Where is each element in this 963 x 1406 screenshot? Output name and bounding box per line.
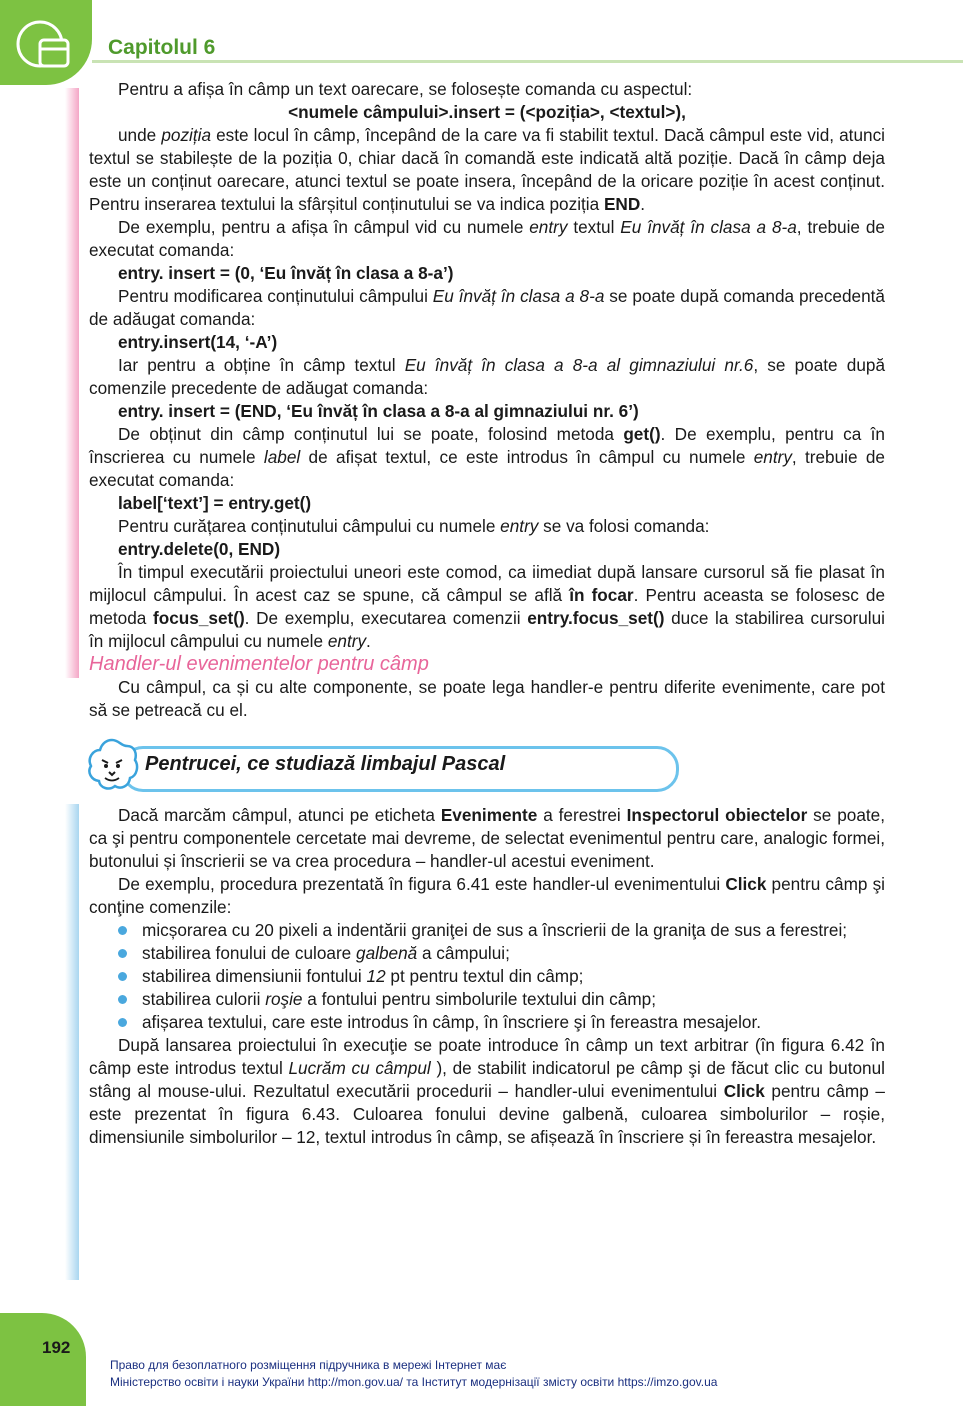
code-line: entry. insert = (0, ‘Eu învăț în clasa a 8-a’) xyxy=(118,263,454,283)
paragraph: De exemplu, pentru a afișa în câmpul vid cu numele entry textul Eu învăț în clasa a 8-a, trebuie de executat comanda: xyxy=(89,217,885,260)
code-line: entry.delete(0, END) xyxy=(118,539,281,559)
list-item: afișarea textului, care este introdus în câmp, în înscriere şi în fereastra mesajelor. xyxy=(89,1011,885,1034)
code-line: <numele câmpului>.insert = (<poziția>, <textul>), xyxy=(288,102,686,122)
paragraph: Iar pentru a obține în câmp textul Eu învăț în clasa a 8-a al gimnaziului nr.6, se poate după comenzile precedente de adăugat comanda: xyxy=(89,355,885,398)
paragraph: Dacă marcăm câmpul, atunci pe eticheta Evenimente a ferestrei Inspectorul obiectelor se poate, ca şi pentru componentele cercetate mai devreme, de selectat evenimentul pentru care, analogic formei, butonului și înscrierii se va crea procedura – handler-ul acestui eveniment. xyxy=(89,805,885,871)
page-number: 192 xyxy=(42,1338,71,1357)
banner-title: Pentrucei, ce studiază limbajul Pascal xyxy=(145,753,506,775)
code-line: label[‘text’] = entry.get() xyxy=(118,493,312,513)
monitor-icon xyxy=(14,18,72,70)
paragraph: De exemplu, procedura prezentată în figura 6.41 este handler-ul evenimentului Click pentru câmp şi conţine comenzile: xyxy=(89,874,885,917)
paragraph: Pentru modificarea conținutului câmpului Eu învăț în clasa a 8-a se poate după comanda precedentă de adăugat comanda: xyxy=(89,286,885,329)
cat-face-icon xyxy=(83,736,141,794)
paragraph: Pentru curățarea conținutului câmpului cu numele entry se va folosi comanda: xyxy=(118,516,710,536)
margin-bar-blue xyxy=(65,804,79,1280)
footer-line: Міністерство освіти і науки України http://mon.gov.ua/ та Інститут модернізації змісту освіти https://imzo.gov.ua xyxy=(110,1375,718,1389)
pascal-banner xyxy=(83,736,885,794)
list-item: stabilirea fonului de culoare galbenă a câmpului; xyxy=(89,942,885,965)
footer-line: Право для безоплатного розміщення підручника в мережі Інтернет має xyxy=(110,1358,507,1372)
paragraph: De obținut din câmp conținutul lui se poate, folosind metoda get(). De exemplu, pentru ca în înscrierea cu numele label de afișat textul, ce este introdus în câmpul cu numele entry, trebuie de executat comanda: xyxy=(89,424,885,490)
chapter-title: Capitolul 6 xyxy=(108,36,216,59)
list-item: stabilirea dimensiunii fontului 12 pt pentru textul din câmp; xyxy=(89,965,885,988)
page-number-tab xyxy=(0,1313,86,1406)
bullet-dot-icon xyxy=(118,995,127,1004)
bullet-dot-icon xyxy=(118,926,127,935)
paragraph: Pentru a afișa în câmp un text oarecare, se folosește comanda cu aspectul: xyxy=(118,79,693,99)
page-body xyxy=(89,78,885,1149)
code-line: entry.insert(14, ‘-A’) xyxy=(118,332,278,352)
paragraph: În timpul executării proiectului uneori este comod, ca iimediat după lansare cursorul să fie plasat în mijlocul câmpului. În acest caz se spune, că câmpul se află în focar. Pentru aceasta se folosesc de metoda focus_set(). De exemplu, executarea comenzii entry.focus_set() duce la stabilirea cursorului în mijlocul câmpului cu numele entry. xyxy=(89,562,886,651)
paragraph: unde poziția este locul în câmp, începând de la care va fi stabilit textul. Dacă câmpul este vid, atunci textul se stabilește de la poziția 0, chiar dacă în comandă este indicată altă poziție. Dacă în câmp deja este un conținut oarecare, atunci textul se poate insera, începând de la oricare poziție în acest conținut. Pentru inserarea textului la sfârșitul conținutului se va indica poziția END. xyxy=(89,125,885,214)
bullet-dot-icon xyxy=(118,949,127,958)
paragraph: După lansarea proiectului în execuţie se poate introduce în câmp un text arbitrar (în figura 6.42 în câmp este introdus textul Lucrăm cu câmpul ), de stabilit indicatorul pe câmp şi de făcut clic cu butonul stâng al mouse-ului. Rezultatul executării procedurii – handler-ului evenimentului Click pentru câmp – este prezentat în figura 6.43. Culoarea fonului devine galbenă, culoarea simbolurilor – roșie, dimensiunile simbolurilor – 12, textul introdus în câmp, se afișează în înscriere și în fereastra mesajelor. xyxy=(89,1035,885,1147)
bullet-list xyxy=(89,919,885,1034)
bullet-dot-icon xyxy=(118,1018,127,1027)
header-rule xyxy=(92,60,963,63)
list-item: micșorarea cu 20 pixeli a indentării graniţei de sus a înscrierii de la graniţa de sus a ferestrei; xyxy=(89,919,885,942)
paragraph: Cu câmpul, ca și cu alte componente, se poate lega handler-e pentru diferite evenimente, care pot să se petreacă cu el. xyxy=(89,677,885,720)
footer-notice xyxy=(110,1357,717,1391)
list-item: stabilirea culorii roşie a fontului pentru simbolurile textului din câmp; xyxy=(89,988,885,1011)
section-heading: Handler-ul evenimentelor pentru câmp xyxy=(89,653,429,675)
margin-bar-pink xyxy=(65,88,79,678)
bullet-dot-icon xyxy=(118,972,127,981)
code-line: entry. insert = (END, ‘Eu învăț în clasa a 8-a al gimnaziului nr. 6’) xyxy=(118,401,639,421)
chapter-corner-tab xyxy=(0,0,92,85)
